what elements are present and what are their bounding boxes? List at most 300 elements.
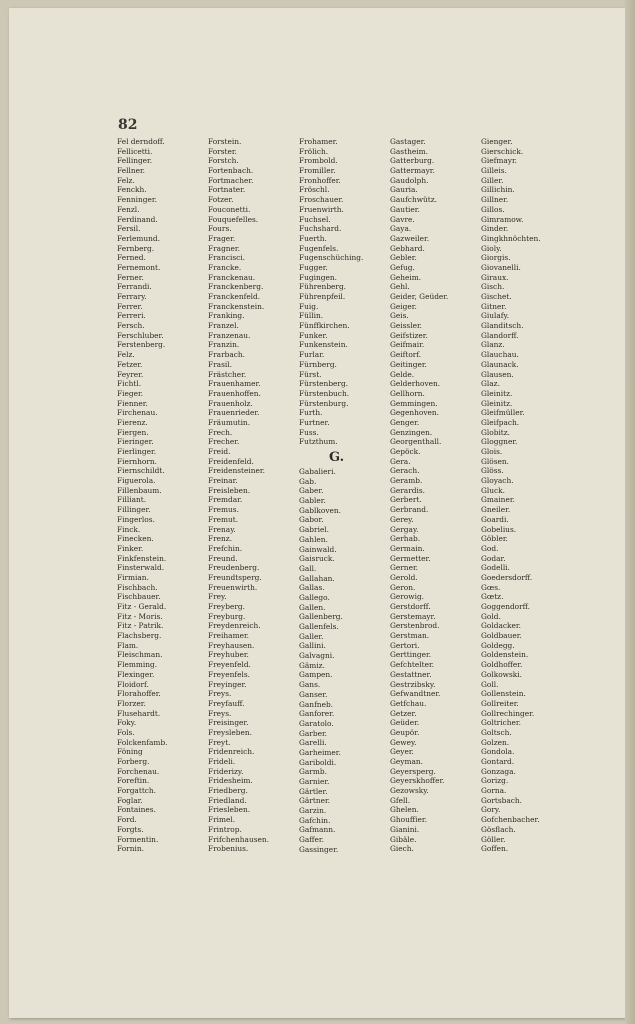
surname-entry: Frauenholz. [208,398,253,408]
surname-entry: Friedberg. [208,786,248,796]
surname-entry: Gollenstein. [481,689,526,699]
surname-entry: Fuerth. [299,233,327,243]
surname-entry: Gillichin. [481,185,515,195]
surname-entry: Gaffer. [299,835,325,845]
surname-entry: Gampen. [299,670,333,680]
surname-entry: Franckenstein. [208,301,265,311]
surname-entry: Fugenfels. [299,243,339,253]
surname-entry: Fiernhorn. [117,456,158,466]
surname-entry: Freyinger. [208,679,247,689]
surname-entry: Flam. [117,640,139,650]
surname-entry: Gärtner. [299,796,331,806]
surname-entry: Ghelen. [390,805,419,815]
surname-entry: Führenberg. [299,282,347,292]
surname-entry: Giefmayr. [481,156,518,166]
surname-entry: Getzer. [390,708,417,718]
surname-entry: Gabor. [299,515,324,525]
surname-entry: Gortsbach. [481,795,523,805]
surname-entry: Fürst. [299,369,322,379]
surname-entry: Geyer. [390,747,414,757]
surname-entry: Furtner. [299,417,330,427]
surname-entry: Freid. [208,447,231,456]
surname-entry: Gainwald. [299,544,337,554]
surname-entry: Gallenberg. [299,612,343,622]
surname-entry: Freyburg. [208,611,246,621]
surname-entry: Gleifmüller. [481,408,525,418]
surname-entry: Geifstizer. [390,330,428,340]
name-index-columns [117,137,572,855]
surname-entry: Foky. [117,718,137,728]
surname-entry: Geüder. [390,718,420,728]
surname-entry: Fortmacher. [208,175,254,185]
surname-entry: Gfell. [390,795,411,805]
surname-entry: Gegenhoven. [390,408,440,418]
surname-entry: Gallego. [299,592,330,602]
surname-entry: Geiftorf. [390,350,422,360]
surname-entry: Fouquefelles. [208,214,259,224]
surname-entry: Glausen. [481,369,514,379]
surname-entry: Golkowski. [481,669,522,679]
surname-entry: Goldhoffer. [481,660,523,670]
surname-entry: Gianini. [390,824,420,834]
surname-entry: Getfchau. [390,698,427,708]
surname-entry: Florahoffer. [117,689,161,699]
section-letter-heading: G. [329,450,345,465]
surname-entry: Fortnater. [208,185,246,195]
surname-entry: Froschauer. [299,195,344,205]
surname-entry: Gelderhoven. [390,379,441,389]
surname-entry: Franckenberg. [208,282,264,292]
surname-entry: Fruenwirth. [299,204,344,214]
surname-entry: Göbler. [481,534,508,544]
surname-entry: Fierenz. [117,417,148,427]
surname-entry: Forstch. [208,156,239,166]
surname-entry: Geron. [390,582,416,592]
surname-entry: Gärtler. [299,786,328,796]
surname-entry: Gorizg. [481,776,509,786]
surname-entry: Gondola. [481,747,515,757]
surname-entry: Finck. [117,524,141,534]
surname-entry: Felz. [117,350,135,360]
surname-entry: Gallahan. [299,573,335,583]
surname-entry: Formentin. [117,834,159,844]
surname-entry: Garmb. [299,767,327,777]
surname-entry: Freyberg. [208,602,245,611]
surname-entry: Frideli. [208,757,236,766]
surname-entry: Gefchtelter. [390,660,435,670]
surname-entry: Fuchshard. [299,224,342,234]
surname-entry: Gerstdorff. [390,602,431,611]
surname-entry: Fenckh. [117,185,147,195]
surname-entry: Geyerskhoffer. [390,776,445,786]
surname-entry: Gerardis. [390,485,425,495]
surname-entry: Geis. [390,311,409,321]
surname-entry: Föning [117,747,143,757]
surname-entry: Gewey. [390,737,417,747]
surname-entry: Frintrop. [208,824,242,834]
surname-entry: Führenpfeil. [299,292,346,301]
surname-entry: Feyrer. [117,369,144,379]
surname-entry: Forstein. [208,137,242,146]
surname-entry: Fieger. [117,388,144,398]
surname-entry: Fürstenbuch. [299,388,350,398]
surname-entry: Ferrer. [117,301,143,311]
surname-entry: Goldenstein. [481,650,529,660]
surname-entry: Fleischman. [117,650,163,660]
surname-entry: Goll. [481,679,499,689]
surname-entry: Gerstemayr. [390,611,436,621]
surname-entry: Fremus. [208,505,239,515]
surname-entry: Glaunack. [481,359,519,369]
surname-entry: Gera. [390,456,411,466]
surname-entry: Frifchenhausen. [208,834,269,844]
surname-entry: Fitz - Moris. [117,611,163,621]
surname-entry: Garnier. [299,777,330,786]
surname-entry: Goldbauer. [481,631,522,641]
surname-entry: Giraux. [481,272,509,282]
surname-entry: Fischbauer. [117,592,161,602]
surname-entry: Fischbach. [117,582,158,592]
surname-entry: Freisinger. [208,718,249,728]
surname-entry: Gallenfels. [299,622,339,631]
surname-entry: Freysleben. [208,727,252,737]
surname-entry: Gatterburg. [390,156,435,166]
surname-entry: Gösflach. [481,824,516,834]
surname-entry: Fronhoffer. [299,175,341,185]
surname-entry: Gerstenbrod. [390,621,440,631]
surname-entry: Fuss. [299,427,319,437]
surname-entry: Gold. [481,611,501,621]
surname-entry: Frenay. [208,524,236,534]
surname-entry: Gefug. [390,262,415,272]
surname-entry: Fillinger. [117,505,151,515]
surname-entry: Gablkoven. [299,505,341,515]
surname-entry: Freydenreich. [208,621,261,631]
surname-entry: Franzel. [208,321,239,331]
surname-entry: Franzin. [208,340,240,350]
surname-entry: Fiernschildt. [117,466,165,476]
surname-entry: Gastheim. [390,146,428,156]
surname-entry: Gallen. [299,602,326,612]
surname-entry: Forchenau. [117,766,160,776]
surname-entry: Gerbrand. [390,505,429,515]
surname-entry: Giech. [390,844,414,854]
surname-entry: Ferner. [117,272,144,282]
surname-entry: Ghouffier. [390,815,427,825]
surname-entry: Frager. [208,233,236,243]
surname-entry: Galvagni. [299,651,335,661]
surname-entry: Freidenfeld. [208,456,254,466]
surname-entry: Forgts. [117,824,144,834]
name-column-3 [299,137,390,855]
surname-entry: Gahlen. [299,534,328,544]
surname-entry: Geifmair. [390,340,425,350]
surname-entry: Galler. [299,631,324,641]
surname-entry: Ganforer. [299,709,335,719]
surname-entry: Giller. [481,175,504,185]
surname-entry: Flusehardt. [117,708,161,718]
surname-entry: Fugger. [299,262,328,272]
surname-entry: Gitner. [481,301,507,311]
surname-entry: Frohamer. [299,137,338,146]
surname-entry: Filliant. [117,495,147,505]
surname-entry: Frauenhoffen. [208,388,261,398]
surname-entry: Fremdar. [208,495,243,505]
surname-entry: Franking. [208,311,245,321]
surname-entry: Friderizy. [208,766,244,776]
surname-entry: Francke. [208,262,242,272]
surname-entry: Fellner. [117,166,146,176]
surname-entry: Flexinger. [117,669,155,679]
surname-entry: Fugenschüching. [299,253,364,263]
surname-entry: Gestattner. [390,669,432,679]
surname-entry: Freidensteiner. [208,466,265,476]
surname-entry: Gillner. [481,195,509,205]
surname-entry: Gerner. [390,563,419,573]
surname-entry: Fols. [117,727,135,737]
surname-entry: Freys. [208,708,232,718]
surname-entry: Gaudolph. [390,175,429,185]
surname-entry: Ferrary. [117,292,147,301]
surname-entry: Franckenau. [208,272,256,282]
surname-entry: Gollrechinger. [481,708,535,718]
surname-entry: Ford. [117,815,137,825]
surname-entry: Ganfneb. [299,699,334,709]
surname-entry: Garelli. [299,738,327,748]
surname-entry: Fierlinger. [117,447,157,456]
surname-entry: Fontaines. [117,805,156,815]
surname-entry: Gisch. [481,282,505,292]
surname-entry: Fenninger. [117,195,157,205]
surname-entry: Gelde. [390,369,415,379]
surname-entry: Geheim. [390,272,422,282]
surname-entry: Frimel. [208,815,236,825]
surname-entry: Finker. [117,543,144,553]
surname-entry: Frarbach. [208,350,245,360]
surname-entry: Gauria. [390,185,418,195]
surname-entry: Gassinger. [299,844,339,854]
surname-entry: Fuchsel. [299,214,331,224]
surname-entry: Goffen. [481,844,509,854]
surname-entry: Golzen. [481,737,510,747]
surname-entry: Freyenfels. [208,669,250,679]
surname-entry: Fetzer. [117,359,143,369]
surname-entry: Gofchenbacher. [481,815,540,825]
surname-entry: Geyersperg. [390,766,436,776]
surname-entry: Gingkhnöchten. [481,233,541,243]
surname-entry: Gerhab. [390,534,421,544]
surname-entry: Glois. [481,447,503,456]
surname-entry: Göller. [481,834,506,844]
surname-entry: Glöss. [481,466,504,476]
surname-entry: Gallas. [299,583,325,593]
book-gutter [625,0,635,1024]
surname-entry: Gehl. [390,282,410,292]
surname-entry: Geissler. [390,321,423,331]
surname-entry: Geider, Geüder. [390,292,449,301]
surname-entry: Gemmingen. [390,398,438,408]
surname-entry: Freyenfeld. [208,660,251,670]
surname-entry: Frech. [208,427,233,437]
surname-entry: Freyfauff. [208,698,245,708]
surname-entry: Gontard. [481,757,515,766]
surname-entry: Firmian. [117,572,149,582]
surname-entry: Gobelius. [481,524,517,534]
surname-entry: Gloyach. [481,476,514,486]
surname-entry: Fräumutin. [208,417,251,427]
surname-entry: Gaisruck. [299,554,335,564]
surname-entry: Fieringer. [117,437,154,447]
surname-entry: Gœs. [481,582,501,592]
surname-entry: Gaya. [390,224,412,234]
surname-entry: Ferned. [117,253,146,263]
surname-entry: Fenzl. [117,204,140,214]
surname-entry: Frey. [208,592,227,602]
surname-entry: Fernemont. [117,262,161,272]
surname-entry: Gollreiter. [481,698,519,708]
surname-entry: Gluck. [481,485,505,495]
surname-entry: Furth. [299,408,323,418]
surname-entry: Gilleis. [481,166,507,176]
surname-entry: Gloggner. [481,437,518,447]
surname-entry: Fienner. [117,398,148,408]
surname-entry: Giovanelli. [481,262,521,272]
surname-entry: Gneiler. [481,505,511,515]
surname-entry: Gezowsky. [390,786,429,796]
surname-entry: Frombold. [299,156,338,166]
surname-entry: Godelli. [481,563,510,573]
surname-entry: Gertori. [390,640,420,650]
surname-entry: Gaber. [299,486,324,496]
surname-entry: Gerach. [390,466,420,476]
surname-entry: Gariboldi. [299,757,337,767]
surname-entry: Fridesheim. [208,776,253,786]
surname-entry: Franckenfeld. [208,292,261,301]
name-column-4 [390,137,481,855]
surname-entry: Fridenreich. [208,747,255,757]
surname-entry: Gœtz. [481,592,504,602]
surname-entry: Gimramow. [481,214,524,224]
surname-entry: Ferdinand. [117,214,158,224]
surname-entry: Gafmann. [299,825,336,835]
surname-entry: Garzin. [299,806,327,816]
surname-entry: God. [481,543,499,553]
surname-entry: Fitz - Patrik. [117,621,164,631]
surname-entry: Gestrzibsky. [390,679,436,689]
surname-entry: Gabriel. [299,525,330,535]
surname-entry: Futzthum. [299,437,338,447]
surname-entry: Fellinger. [117,156,153,166]
surname-entry: Gory. [481,805,501,815]
surname-entry: Forgattch. [117,786,157,796]
surname-entry: Gonzaga. [481,766,516,776]
surname-entry: Fuig. [299,301,319,311]
surname-entry: Goltricher. [481,718,521,728]
surname-entry: Gazweiler. [390,233,430,243]
surname-entry: Fingerlos. [117,514,155,524]
page-number: 82 [118,117,138,133]
surname-entry: Firchenau. [117,408,158,418]
surname-entry: Friedland. [208,795,247,805]
surname-entry: Frenz. [208,534,233,544]
surname-entry: Floidorf. [117,679,149,689]
surname-entry: Fröschl. [299,185,330,195]
surname-entry: Frölich. [299,146,329,156]
surname-entry: Geitinger. [390,359,427,369]
surname-entry: Finkfenstein. [117,553,167,563]
surname-entry: Germetter. [390,553,431,563]
surname-entry: Freudenberg. [208,563,260,573]
surname-entry: Georgenthall. [390,437,442,447]
surname-entry: Fortenbach. [208,166,254,176]
surname-entry: Forster. [208,146,237,156]
surname-entry: Globitz. [481,427,511,437]
surname-entry: Freyt. [208,737,231,747]
surname-entry: Glösen. [481,456,509,466]
surname-entry: Glanz. [481,340,505,350]
name-column-5 [481,137,572,855]
surname-entry: Glauchau. [481,350,519,360]
surname-entry: Finsterwald. [117,563,165,573]
surname-entry: Gämiz. [299,660,325,670]
surname-entry: Fitz - Gerald. [117,602,167,611]
surname-entry: Fürnberg. [299,359,337,369]
surname-entry: Geiger. [390,301,417,311]
surname-entry: Goltsch. [481,727,512,737]
surname-entry: Frauenrieder. [208,408,260,418]
surname-entry: Fürstenburg. [299,398,349,408]
surname-entry: Goggendorff. [481,602,530,611]
surname-entry: Flachsberg. [117,631,162,641]
surname-entry: Fremut. [208,514,239,524]
surname-entry: Gastager. [390,137,426,146]
surname-entry: Gaufchwütz. [390,195,438,205]
surname-entry: Fromiller. [299,166,336,176]
surname-entry: Gibäle. [390,834,417,844]
surname-entry: Ferstenberg. [117,340,166,350]
surname-entry: Gmainer. [481,495,515,505]
surname-entry: Geramb. [390,476,423,486]
surname-entry: Ganser. [299,689,328,699]
surname-entry: Gabalieri. [299,467,336,476]
surname-entry: Godar. [481,553,506,563]
surname-entry: Gautier. [390,204,420,214]
surname-entry: Gellhorn. [390,388,425,398]
surname-entry: Fillenbaum. [117,485,162,495]
surname-entry: Fürstenberg. [299,379,349,389]
surname-entry: Germain. [390,543,425,553]
surname-entry: Funkenstein. [299,340,348,350]
surname-entry: Glanditsch. [481,321,524,331]
surname-entry: Fünffkirchen. [299,321,350,331]
surname-entry: Goedersdorff. [481,572,533,582]
surname-entry: Frasil. [208,359,232,369]
surname-entry: Furlar. [299,350,325,360]
surname-entry: Fugingen. [299,272,337,282]
surname-entry: Ferlemund. [117,233,160,243]
surname-entry: Frefchin. [208,543,243,553]
surname-entry: Gerstman. [390,631,430,641]
surname-entry: Gioly. [481,243,502,253]
surname-entry: Felz. [117,175,135,185]
surname-entry: Garheimer. [299,747,341,757]
surname-entry: Frobenius. [208,844,249,854]
surname-entry: Folckenfamb. [117,737,168,747]
surname-entry: Frästcher. [208,369,247,379]
surname-entry: Fiergen. [117,427,149,437]
surname-entry: Gischet. [481,292,512,301]
surname-entry: Gavre. [390,214,415,224]
